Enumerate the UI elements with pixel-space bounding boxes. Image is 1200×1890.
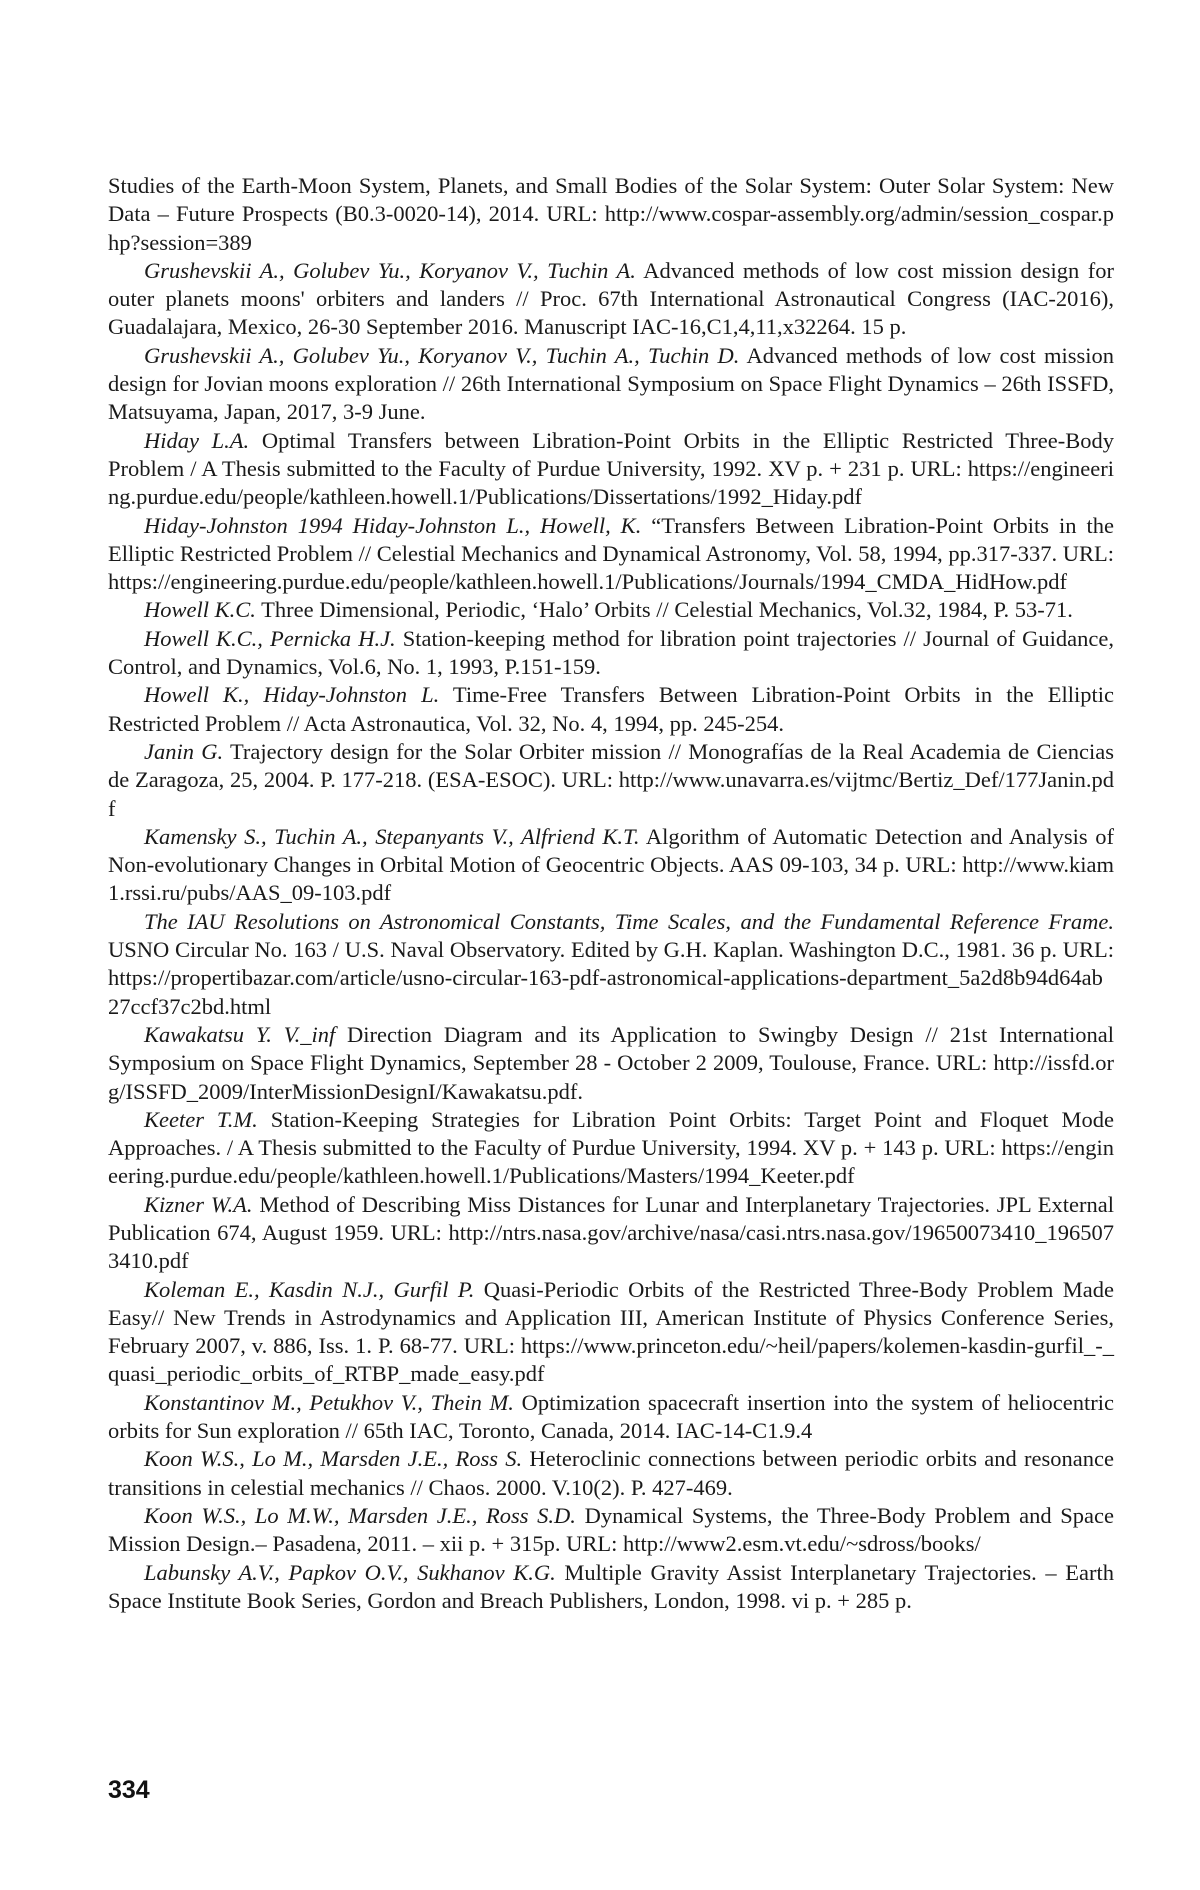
reference-text: Studies of the Earth-Moon System, Planets, and Small Bodies of the Solar System: Outer Solar System: New Data – Future Prospects (B0.3-0020-14), 2014. URL:: [108, 173, 1114, 227]
reference-authors: Janin G.: [144, 738, 224, 764]
reference-url[interactable]: http://www.kiam1.rssi.ru/pubs/AAS_09-103.pdf: [108, 852, 1114, 906]
reference-text: Algorithm of Automatic Detection and Analysis of Non-evolutionary Changes in Orbital Motion of Geocentric Objects. AAS 09-103, 34 p. URL:: [108, 823, 1114, 878]
reference-entry: [108, 625, 1114, 682]
reference-authors: Grushevskii A., Golubev Yu., Koryanov V., Tuchin A.: [144, 257, 636, 283]
reference-entry: [108, 1502, 1114, 1559]
reference-entry: [108, 681, 1114, 738]
reference-entry: [108, 1021, 1114, 1106]
reference-authors: Konstantinov M., Petukhov V., Thein M.: [144, 1389, 514, 1415]
reference-text: Station-keeping method for libration point trajectories // Journal of Guidance, Control, and Dynamics, Vol.6, No. 1, 1993, P.151-159.: [108, 625, 1114, 680]
reference-url[interactable]: https://www.princeton.edu/~heil/papers/kolemen-kasdin-gurfil_-_quasi_periodic_orbits_of_RTBP_made_easy.pdf: [108, 1333, 1114, 1387]
reference-text: Multiple Gravity Assist Interplanetary Trajectories. – Earth Space Institute Book Series, Gordon and Breach Publishers, London, 1998. vi p. + 285 p.: [108, 1559, 1114, 1613]
reference-authors: Kawakatsu Y. V._inf: [144, 1021, 336, 1047]
reference-authors: Koon W.S., Lo M., Marsden J.E., Ross S.: [144, 1446, 523, 1472]
reference-authors: Hiday L.A.: [144, 427, 250, 453]
reference-url[interactable]: https://engineering.purdue.edu/people/kathleen.howell.1/Publications/Dissertations/1992_Hiday.pdf: [108, 455, 1114, 510]
reference-url[interactable]: http://issfd.org/ISSFD_2009/InterMissionDesignI/Kawakatsu.pdf.: [108, 1050, 1114, 1104]
reference-url[interactable]: http://ntrs.nasa.gov/archive/nasa/casi.ntrs.nasa.gov/19650073410_1965073410.pdf: [108, 1219, 1114, 1274]
reference-url[interactable]: https://propertibazar.com/article/usno-circular-163-pdf-astronomical-applications-department_5a2d8b94d64ab27ccf37c2bd.html: [108, 965, 1103, 1019]
reference-text: Quasi-Periodic Orbits of the Restricted Three-Body Problem Made Easy// New Trends in Astrodynamics and Application III, American Institute of Physics Conference Series, February 2007, v. 886, Iss. 1. P. 68-77. URL:: [108, 1276, 1114, 1359]
reference-authors: Howell K.C.: [144, 597, 256, 623]
reference-entry: [108, 1389, 1114, 1446]
reference-authors: Keeter T.M.: [144, 1106, 258, 1132]
reference-entry: [108, 1445, 1114, 1502]
reference-text: Time-Free Transfers Between Libration-Point Orbits in the Elliptic Restricted Problem // Acta Astronautica, Vol. 32, No. 4, 1994, pp. 245-254.: [108, 682, 1114, 736]
reference-url[interactable]: https://engineering.purdue.edu/people/kathleen.howell.1/Publications/Journals/1994_CMDA_HidHow.pdf: [108, 569, 1068, 595]
reference-url[interactable]: http://www2.esm.vt.edu/~sdross/books/: [622, 1531, 981, 1557]
reference-entry: [108, 1559, 1114, 1616]
reference-authors: Kamensky S., Tuchin A., Stepanyants V., Alfriend K.T.: [144, 823, 640, 849]
reference-entry: [108, 172, 1114, 257]
reference-text: Dynamical Systems, the Three-Body Problem and Space Mission Design.– Pasadena, 2011. – xii p. + 315p. URL:: [108, 1502, 1114, 1557]
reference-url[interactable]: http://www.cospar-assembly.org/admin/session_cospar.php?session=389: [108, 201, 1114, 255]
reference-text: Direction Diagram and its Application to Swingby Design // 21st International Symposium on Space Flight Dynamics, September 28 - October 2 2009, Toulouse, France. URL:: [108, 1021, 1114, 1076]
reference-entry: [108, 427, 1114, 512]
reference-entry: [108, 596, 1114, 624]
reference-text: Trajectory design for the Solar Orbiter mission // Monografías de la Real Academia de Ciencias de Zaragoza, 25, 2004. P. 177-218. (ESA-ESOC). URL:: [108, 738, 1114, 793]
reference-text: Optimal Transfers between Libration-Point Orbits in the Elliptic Restricted Three-Body Problem / A Thesis submitted to the Faculty of Purdue University, 1992. XV p. + 231 p. URL:: [108, 427, 1114, 481]
reference-authors: Howell K., Hiday-Johnston L.: [144, 682, 440, 708]
reference-entry: [108, 1276, 1114, 1389]
reference-entry: [108, 823, 1114, 908]
reference-url[interactable]: https://engineering.purdue.edu/people/kathleen.howell.1/Publications/Masters/1994_Keeter.pdf: [108, 1135, 1114, 1189]
bibliography-list: [108, 172, 1114, 1615]
reference-text: “Transfers Between Libration-Point Orbits in the Elliptic Restricted Problem // Celestial Mechanics and Dynamical Astronomy, Vol. 58, 1994, pp.317-337. URL:: [108, 512, 1114, 566]
reference-authors: Howell K.C., Pernicka H.J.: [144, 625, 396, 651]
reference-text: Three Dimensional, Periodic, ‘Halo’ Orbits // Celestial Mechanics, Vol.32, 1984, P. 53-71.: [255, 597, 1073, 623]
reference-text: USNO Circular No. 163 / U.S. Naval Observatory. Edited by G.H. Kaplan. Washington D.C., 1981. 36 p. URL:: [108, 937, 1114, 963]
reference-entry: [108, 738, 1114, 823]
reference-authors: Hiday-Johnston 1994 Hiday-Johnston L., Howell, K.: [144, 512, 642, 538]
reference-entry: [108, 908, 1114, 1021]
reference-authors: The IAU Resolutions on Astronomical Constants, Time Scales, and the Fundamental Reference Frame.: [144, 908, 1114, 934]
reference-authors: Grushevskii A., Golubev Yu., Koryanov V., Tuchin A., Tuchin D.: [144, 342, 740, 368]
reference-text: Method of Describing Miss Distances for Lunar and Interplanetary Trajectories. JPL External Publication 674, August 1959. URL:: [108, 1191, 1114, 1245]
reference-text: Advanced methods of low cost mission design for Jovian moons exploration // 26th International Symposium on Space Flight Dynamics – 26th ISSFD, Matsuyama, Japan, 2017, 3-9 June.: [108, 342, 1114, 425]
reference-entry: [108, 257, 1114, 342]
reference-authors: Labunsky A.V., Papkov O.V., Sukhanov K.G.: [144, 1559, 556, 1585]
reference-text: Advanced methods of low cost mission design for outer planets moons' orbiters and landers // Proc. 67th International Astronautical Congress (IAC-2016), Guadalajara, Mexico, 26-30 September 2016. Manuscript IAC-16,C1,4,11,x32264. 15 p.: [108, 257, 1114, 340]
reference-authors: Kizner W.A.: [144, 1191, 253, 1217]
reference-entry: [108, 512, 1114, 597]
reference-entry: [108, 1191, 1114, 1276]
page-number: 334: [108, 1776, 150, 1804]
reference-entry: [108, 342, 1114, 427]
reference-entry: [108, 1106, 1114, 1191]
reference-authors: Koon W.S., Lo M.W., Marsden J.E., Ross S.D.: [144, 1502, 576, 1528]
reference-authors: Koleman E., Kasdin N.J., Gurfil P.: [144, 1276, 475, 1302]
reference-url[interactable]: http://www.unavarra.es/vijtmc/Bertiz_Def/177Janin.pdf: [108, 767, 1114, 821]
reference-text: Heteroclinic connections between periodic orbits and resonance transitions in celestial mechanics // Chaos. 2000. V.10(2). P. 427-469.: [108, 1446, 1114, 1500]
reference-text: Optimization spacecraft insertion into the system of heliocentric orbits for Sun exploration // 65th IAC, Toronto, Canada, 2014. IAC-14-C1.9.4: [108, 1389, 1115, 1444]
reference-text: Station-Keeping Strategies for Libration Point Orbits: Target Point and Floquet Mode Approaches. / A Thesis submitted to the Faculty of Purdue University, 1994. XV p. + 143 p. URL:: [108, 1106, 1114, 1161]
